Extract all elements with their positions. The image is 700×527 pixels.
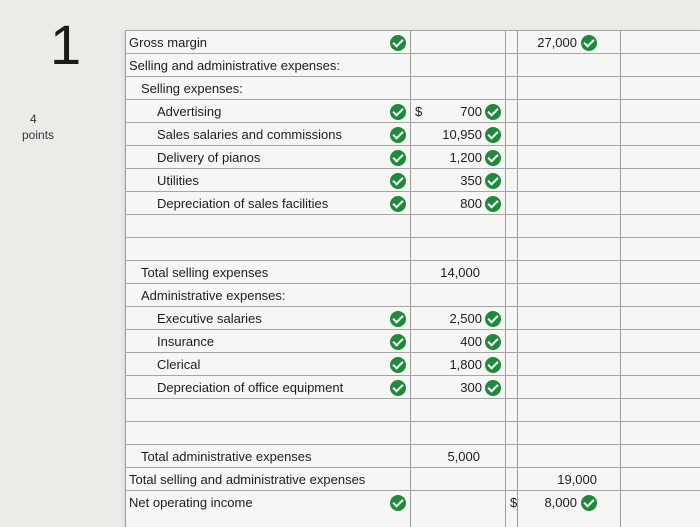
total-check-icon: [581, 35, 597, 51]
subtotal-value[interactable]: 2,500: [449, 311, 482, 326]
table-row: [125, 76, 700, 100]
total-check-icon: [581, 495, 597, 511]
value-check-icon: [485, 357, 501, 373]
row-label: Total administrative expenses: [141, 449, 312, 464]
row-label: Clerical: [157, 357, 201, 372]
value-check-icon: [485, 196, 501, 212]
table-row: [125, 490, 700, 514]
label-check-icon: [390, 35, 406, 51]
table-row: [125, 191, 700, 215]
table-row: [125, 237, 700, 261]
subtotal-value[interactable]: 400: [460, 334, 482, 349]
value-check-icon: [485, 311, 501, 327]
value-check-icon: [485, 127, 501, 143]
label-check-icon: [390, 380, 406, 396]
row-label: Selling and administrative expenses:: [129, 58, 341, 73]
table-row: [125, 145, 700, 169]
points-value: 4: [30, 112, 37, 126]
subtotal-value[interactable]: 1,800: [449, 357, 482, 372]
table-row: [125, 214, 700, 238]
value-check-icon: [485, 150, 501, 166]
total-value[interactable]: 27,000: [537, 35, 577, 50]
total-value[interactable]: 8,000: [544, 495, 577, 510]
row-label: Depreciation of sales facilities: [157, 196, 329, 211]
table-row: [125, 467, 700, 491]
subtotal-value[interactable]: 300: [460, 380, 482, 395]
subtotal-value[interactable]: 350: [460, 173, 482, 188]
points-label: points: [22, 128, 55, 142]
table-row: [125, 168, 700, 192]
subtotal-value[interactable]: 800: [460, 196, 482, 211]
table-row: [125, 283, 700, 307]
row-label: Administrative expenses:: [141, 288, 286, 303]
label-check-icon: [390, 357, 406, 373]
question-number: 1: [50, 13, 82, 76]
row-label: Net operating income: [129, 495, 253, 510]
row-label: Advertising: [157, 104, 222, 119]
value-check-icon: [485, 104, 501, 120]
row-label: Depreciation of office equipment: [157, 380, 344, 395]
subtotal-value[interactable]: 1,200: [449, 150, 482, 165]
label-check-icon: [390, 311, 406, 327]
table-row: [125, 444, 700, 468]
subtotal-value[interactable]: 14,000: [440, 265, 480, 280]
dollar-sign: $: [510, 495, 518, 510]
subtotal-value[interactable]: 10,950: [442, 127, 482, 142]
label-check-icon: [390, 127, 406, 143]
value-check-icon: [485, 334, 501, 350]
row-label: Executive salaries: [157, 311, 262, 326]
table-row: [125, 30, 700, 54]
table-row: [125, 306, 700, 330]
value-check-icon: [485, 380, 501, 396]
table-row: [125, 122, 700, 146]
table-row: [125, 260, 700, 284]
label-check-icon: [390, 173, 406, 189]
row-label: Total selling and administrative expenses: [129, 472, 366, 487]
table-row: [125, 329, 700, 353]
label-check-icon: [390, 196, 406, 212]
table-row: [125, 99, 700, 123]
row-label: Insurance: [157, 334, 215, 349]
row-label: Total selling expenses: [141, 265, 269, 280]
row-label: Gross margin: [129, 35, 208, 50]
label-check-icon: [390, 104, 406, 120]
row-label: Sales salaries and commissions: [157, 127, 342, 142]
row-label: Utilities: [157, 173, 199, 188]
row-label: Selling expenses:: [141, 81, 243, 96]
row-label: Delivery of pianos: [157, 150, 261, 165]
table-row: [125, 352, 700, 376]
subtotal-value[interactable]: 5,000: [447, 449, 480, 464]
dollar-sign: $: [415, 104, 423, 119]
table-row: [125, 421, 700, 445]
income-statement-table: [125, 30, 700, 527]
table-row: [125, 53, 700, 77]
total-value[interactable]: 19,000: [557, 472, 597, 487]
value-check-icon: [485, 173, 501, 189]
label-check-icon: [390, 495, 406, 511]
table-row: [125, 398, 700, 422]
label-check-icon: [390, 150, 406, 166]
table-row: [125, 375, 700, 399]
subtotal-value[interactable]: 700: [460, 104, 482, 119]
label-check-icon: [390, 334, 406, 350]
